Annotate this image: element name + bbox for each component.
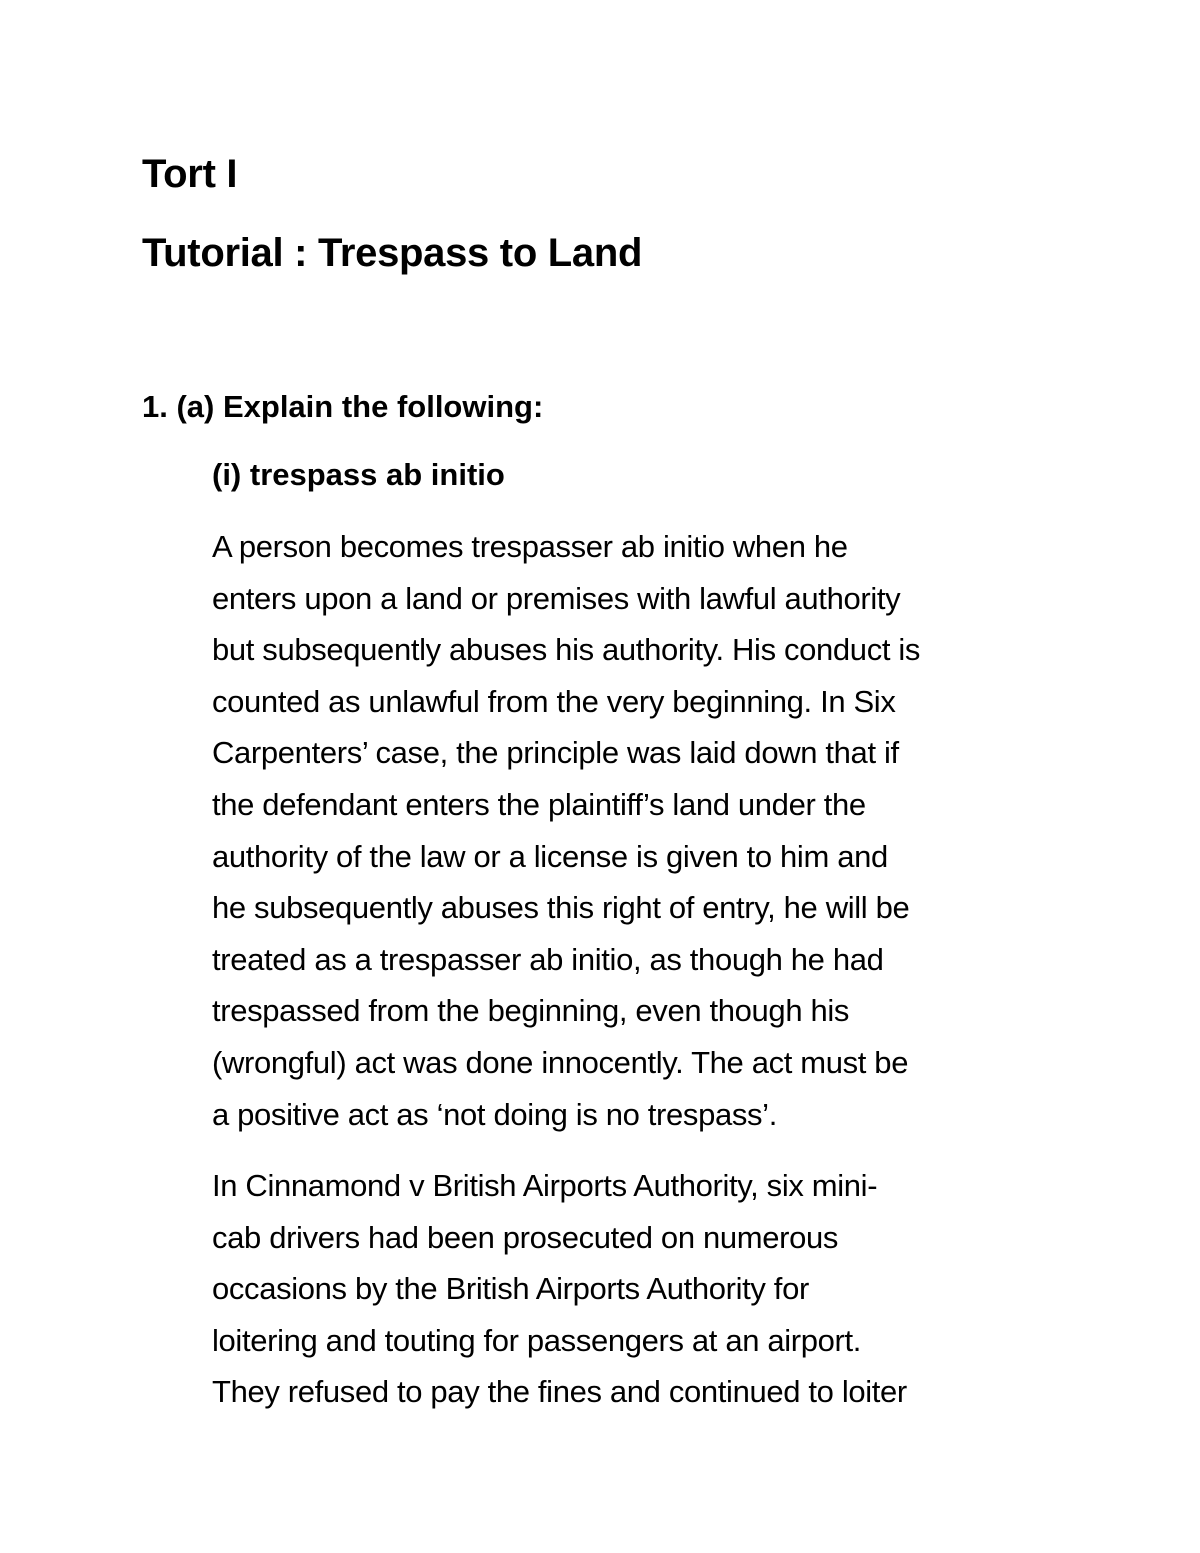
paragraph-line: trespassed from the beginning, even though his [212, 993, 850, 1029]
paragraph-line: a positive act as ‘not doing is no trespass’. [212, 1096, 777, 1132]
paragraph-line: They refused to pay the fines and continued to loiter [212, 1374, 907, 1410]
document-subtitle: Tutorial : Trespass to Land [142, 231, 643, 275]
paragraph-line: loitering and touting for passengers at an airport. [212, 1322, 862, 1358]
paragraph-line: counted as unlawful from the very beginning. In Six [212, 683, 896, 719]
paragraph-line: but subsequently abuses his authority. His conduct is [212, 632, 921, 668]
paragraph-line: enters upon a land or premises with lawful authority [212, 580, 901, 616]
paragraph-line: occasions by the British Airports Authority for [212, 1271, 809, 1307]
document-title: Tort I [142, 152, 238, 196]
paragraph-line: (wrongful) act was done innocently. The act must be [212, 1044, 909, 1080]
paragraph-trespass-ab-initio [212, 521, 1092, 1140]
paragraph-cinnamond-case [212, 1160, 1092, 1418]
paragraph-line: In Cinnamond v British Airports Authority, six mini- [212, 1168, 878, 1203]
paragraph-line: the defendant enters the plaintiff’s land under the [212, 786, 866, 822]
paragraph-line: Carpenters’ case, the principle was laid down that if [212, 735, 899, 771]
paragraph-line: A person becomes trespasser ab initio when he [212, 529, 848, 564]
paragraph-line: cab drivers had been prosecuted on numerous [212, 1219, 839, 1255]
paragraph-line: authority of the law or a license is given to him and [212, 838, 888, 874]
subquestion-heading: (i) trespass ab initio [212, 457, 505, 492]
paragraph-line: treated as a trespasser ab initio, as though he had [212, 941, 884, 977]
question-heading: 1. (a) Explain the following: [142, 389, 544, 424]
paragraph-line: he subsequently abuses this right of entry, he will be [212, 890, 910, 926]
